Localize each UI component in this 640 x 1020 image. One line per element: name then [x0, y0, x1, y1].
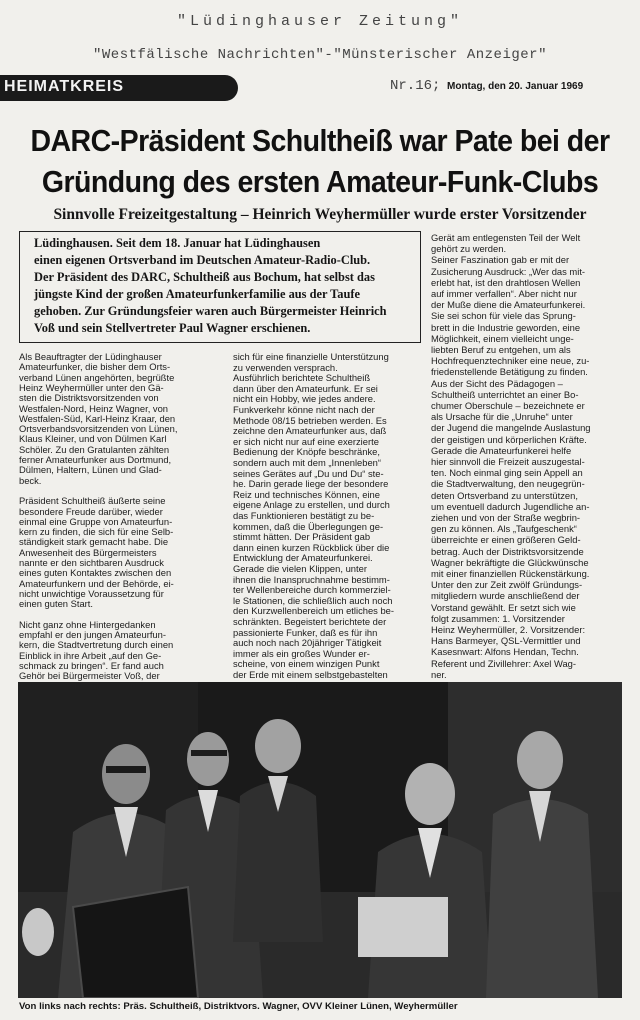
section-banner — [0, 75, 238, 101]
article-text-line: seines Gerätes auf „Du und Du“ ste- — [233, 467, 384, 479]
article-text-line: Seiner Faszination gab er mit der — [431, 254, 570, 266]
article-text-line: folgt zusammen: 1. Vorsitzender — [431, 612, 565, 624]
article-text-line: Heinz Weyhermüller, 2. Vorsitzender: — [431, 624, 586, 635]
article-text-line: Reiz und technisches Können, eine — [233, 488, 380, 500]
article-text-line: Amateurfunkern und der Behörde, ei- — [19, 577, 174, 589]
article-text-line: Kasesnwart: Alfons Hendan, Techn. — [431, 646, 579, 658]
group-photo — [18, 682, 622, 998]
article-text-line: Hans Barmeyer, QSL-Vermittler und — [431, 635, 581, 647]
article-text-line: dann über den Amateurfunk. Er sei — [233, 382, 378, 394]
headline-line-1: DARC-Präsident Schultheiß war Pate bei der — [30, 123, 610, 158]
article-text-line: mitgliedern wurde anschließend der — [431, 590, 580, 602]
article-text-line: Nicht ganz ohne Hintergedanken — [19, 618, 156, 630]
article-text-line: ten. Noch einmal ging sein Appell an — [431, 467, 583, 479]
article-text-line: nicht ein Hobby, wie jedes andere. — [233, 393, 376, 405]
article-text-line: schränkten. Begeistert berichtete der — [233, 616, 387, 627]
article-text-line: empfahl er den jungen Amateurfun- — [19, 629, 166, 641]
article-text-line: Bedienung der Knöpfe beschränke, — [233, 446, 380, 458]
article-text-line: erlebt hat, ist den drahtlosen Wellen — [431, 276, 581, 288]
article-text-line: Gerät am entlegensten Teil der Welt — [431, 232, 581, 243]
article-text-line: liebten Beruf zu entgehen, um als — [431, 344, 571, 355]
article-text-line: Unter den zur Zeit zwölf Gründungs- — [431, 579, 583, 591]
article-text-line: der Erde mit einem selbstgebastelten — [233, 669, 388, 680]
subheadline: Sinnvolle Freizeitgestaltung – Heinrich Weyhermüller wurde erster Vorsitzender — [53, 206, 587, 223]
article-text-line: nannte er den sichtbaren Ausdruck — [19, 557, 164, 568]
article-text-line: zeichne den Amateurfunker aus, daß — [233, 425, 387, 437]
article-text-line: brett in die Industrie geworden, eine — [431, 321, 581, 333]
article-text-line: chumer Oberschule – bezeichnete er — [431, 400, 585, 411]
article-text-line: der Muße diene die Amateurfunkerei. — [431, 299, 586, 311]
issue-number: Nr.16; — [390, 78, 441, 94]
article-text-line: Anwesenheit des Bürgermeisters — [19, 546, 157, 558]
article-text-line: Gehör bei Bürgermeister Voß, der — [19, 670, 160, 682]
article-text-line: kern, die Stadtvertretung durch einen — [19, 639, 174, 651]
article-text-line: sich für eine finanzielle Unterstützung — [233, 351, 389, 362]
article-text-line: dann einen kurzen Rückblick über die — [233, 541, 390, 553]
article-text-line: stimmt hätten. Der Präsident gab — [233, 531, 371, 543]
article-text-line: sondern auch mit dem „Innenleben“ — [233, 457, 382, 468]
lead-line: Der Präsident des DARC, Schultheiß aus Bochum, hat selbst das — [34, 270, 375, 284]
article-text-line: einmal eine Gruppe von Amateurfun- — [19, 515, 173, 527]
article-text-line: Klaus Kleiner, und von Dülmen Karl — [19, 433, 167, 445]
article-text-line: Präsident Schultheiß äußerte seine — [19, 495, 166, 507]
section-label: HEIMATKREIS — [4, 78, 125, 95]
lead-line: jüngste Kind der großen Amateurfunkerfamilie aus der Taufe — [34, 287, 360, 301]
article-text-line: Amateurfunker, die bisher dem Orts- — [19, 361, 171, 373]
article-text-line: auf immer verfallen“. Aber nicht nur — [431, 288, 577, 299]
article-text-line: Gerade die Amateurfunkerei helfe — [431, 444, 572, 456]
article-text-line: hier sinnvoll die Freizeit auszugestal- — [431, 456, 585, 467]
article-text-line: ner. — [431, 668, 447, 680]
article-text-line: Aus der Sicht des Pädagogen – — [431, 377, 563, 389]
article-text-line: schmack zu bringen“. Er fand auch — [19, 660, 164, 671]
article-text-line: er sich nicht nur auf eine exerzierte — [233, 435, 379, 447]
article-text-line: deten Ortsverband zu unterstützen, — [431, 489, 578, 501]
article-text-line: einen guten Start. — [19, 598, 94, 610]
article-text-line: das Funktionieren bestätigt zu be- — [233, 510, 375, 521]
article-text-line: Westfalen-Süd, Karl-Heinz Kraar, den — [19, 412, 176, 424]
article-text-line: Hochfrequenztechniker eine neue, zu- — [431, 355, 590, 367]
article-text-line: Dülmen, Haltern, Lünen und Glad- — [19, 464, 162, 476]
article-text-line: der geistigen und körperlichen Kräfte. — [431, 433, 587, 445]
article-text-line: den Kurzwellenbereich um etliches be- — [233, 605, 395, 617]
article-text-line: zu verwenden versprach. — [233, 361, 338, 373]
article-text-line: der Jugend die mangelnde Auslastung — [431, 422, 591, 434]
article-text-line: Ausführlich berichtete Schultheiß — [233, 372, 371, 384]
lead-line: gehoben. Zur Gründungsfeier waren auch Bürgermeister Heinrich — [34, 304, 387, 318]
article-text-line: gen zu können. Als „Taufgeschenk“ — [431, 523, 577, 535]
article-column-1 — [19, 350, 221, 680]
article-text-line: Westfalen-Nord, Heinz Wagner, von — [19, 402, 169, 414]
article-text-line: kern zu finden, die sich für eine Selb- — [19, 526, 174, 538]
lead-line: einen eigenen Ortsverband im Deutschen Amateur-Radio-Club. — [34, 253, 371, 267]
article-text-line: Möglichkeit, einem vielleicht unge- — [431, 332, 574, 344]
article-text-line: betrag. Auch der Distriktsvorsitzende — [431, 545, 584, 557]
article-text-line: ziehen und von der Straße wegbrin- — [431, 512, 581, 523]
article-text-line: gehört zu werden. — [431, 243, 507, 255]
article-text-line: ständigkeit stark gemacht habe. Die — [19, 536, 169, 548]
newspaper-subtitle: "Westfälische Nachrichten"-"Münsterischer Anzeiger" — [93, 47, 547, 63]
article-text-line: Schöler. Zu den Gratulanten zählten — [19, 443, 170, 455]
article-text-line: ferner Amateurfunker aus Dortmund, — [19, 454, 172, 465]
article-text-line: Als Beauftragter der Lüdinghauser — [19, 351, 162, 362]
article-text-line: Sie sei schon für viele das Sprung- — [431, 310, 576, 322]
article-text-line: Zusicherung Ausdruck: „Wer das mit- — [431, 265, 586, 277]
article-text-line: Vorstand gewählt. Er setzt sich wie — [431, 601, 576, 613]
article-text-line: eines guten Kontaktes zwischen den — [19, 567, 172, 579]
article-text-line: als Ursache für die „Unruhe“ unter — [431, 411, 573, 423]
article-text-line: überreichte er einen größeren Geld- — [431, 534, 581, 546]
photo-caption: Von links nach rechts: Präs. Schultheiß, Distriktvors. Wagner, OVV Kleiner Lünen, Weyhermüller — [19, 1001, 458, 1012]
article-text-line: ihnen die Inanspruchnahme bestimm- — [233, 573, 390, 585]
article-text-line: Methode 08/15 betrieben werden. Es — [233, 414, 387, 426]
article-text-line: le Stationen, die schließlich auch noch — [233, 594, 393, 606]
newspaper-name: "Lüdinghauser Zeitung" — [176, 13, 464, 30]
article-text-line: auch noch nach 20jähriger Tätigkeit — [233, 637, 382, 649]
article-text-line: Wagner bekräftigte die Glückwünsche — [431, 556, 589, 568]
article-text-line: Referent und Zivillehrer: Axel Wag- — [431, 657, 577, 669]
article-text-line: passionierte Funker, daß es für ihn — [233, 626, 378, 638]
article-text-line: Einblick in ihre Arbeit „auf den Ge- — [19, 649, 162, 661]
article-text-line: he. Darin gerade liege der besondere — [233, 478, 389, 490]
article-text-line: beck. — [19, 474, 42, 486]
article-text-line: um eventuell dadurch Jugendliche an- — [431, 500, 590, 512]
article-text-line: friedenstellende Betätigung zu finden. — [431, 366, 588, 378]
lead-line: Voß und sein Stellvertreter Paul Wagner erschienen. — [34, 321, 311, 335]
article-text-line: nicht unwichtige Voraussetzung für — [19, 587, 164, 599]
article-text-line: eigene Anlage zu erstellen, und durch — [233, 499, 390, 511]
article-text-line: Ortsverbandsvorsitzenden von Lünen, — [19, 423, 178, 435]
article-text-line: mit einer finanziellen Rückenstärkung. — [431, 568, 590, 579]
article-text-line: Funkverkehr könne nicht nach der — [233, 404, 375, 415]
article-text-line: kommen, daß die Überlegungen ge- — [233, 520, 384, 532]
article-text-line: Gerade die vielen Klippen, unter — [233, 563, 367, 574]
issue-date: Montag, den 20. Januar 1969 — [447, 81, 584, 92]
article-column-3 — [431, 231, 631, 681]
article-text-line: immer als ein großes Wunder er- — [233, 647, 370, 659]
article-text-line: Heinz Weyhermüller unter den Gä- — [19, 381, 164, 393]
article-text-line: scheine, von einem winzigen Punkt — [233, 658, 380, 670]
article-text-line: Entwicklung der Amateurfunkerei. — [233, 552, 373, 564]
article-text-line: Schultheiß unterrichtet an einer Bo- — [431, 388, 579, 400]
article-column-2 — [233, 350, 431, 680]
article-text-line: ter Wellenbereiche durch kommerziel- — [233, 584, 391, 596]
article-text-line: besondere Freude darüber, wieder — [19, 505, 163, 517]
lead-paragraph-box — [19, 231, 421, 343]
article-text-line: die Stadtverwaltung, den neugegrün- — [431, 478, 585, 490]
article-text-line: verband Lünen angehörten, begrüßte — [19, 371, 175, 383]
lead-line: Lüdinghausen. Seit dem 18. Januar hat Lüdinghausen — [34, 236, 321, 250]
headline-line-2: Gründung des ersten Amateur-Funk-Clubs — [41, 164, 599, 199]
article-text-line: sten die Distriktsvorsitzenden von — [19, 392, 159, 404]
